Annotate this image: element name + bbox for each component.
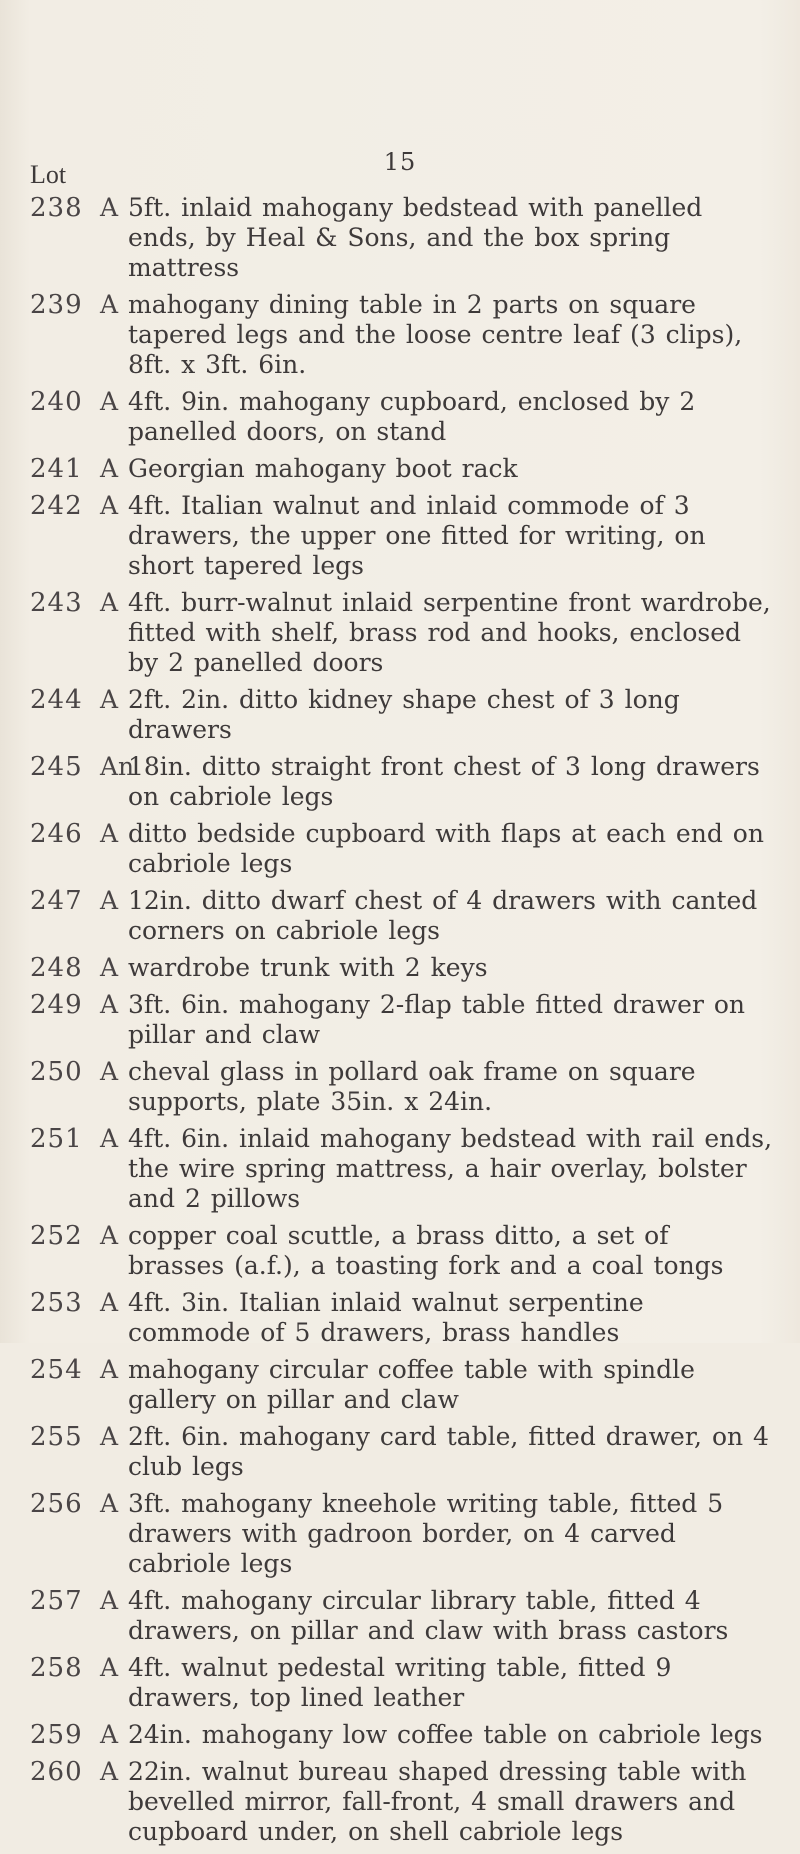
lot-number: 249	[30, 990, 83, 1020]
lot-article: A	[100, 1355, 119, 1384]
lot-number: 260	[30, 1757, 83, 1787]
lot-number: 245	[30, 752, 83, 782]
lot-article: A	[100, 819, 119, 848]
lot-number: 251	[30, 1124, 83, 1154]
lot-description: cheval glass in pollard oak frame on square supports, plate 35in. x 24in.	[128, 1057, 696, 1116]
lot-entry	[0, 1653, 800, 1713]
lot-article: A	[100, 1057, 119, 1086]
lot-description: 24in. mahogany low coffee table on cabriole legs	[128, 1720, 763, 1749]
lot-article: A	[100, 1221, 119, 1250]
lot-number: 238	[30, 193, 83, 223]
lot-description: 4ft. 6in. inlaid mahogany bedstead with rail ends, the wire spring mattress, a hair overlay, bolster and 2 pillows	[128, 1124, 773, 1213]
lot-number: 253	[30, 1288, 83, 1318]
lot-entry	[0, 1489, 800, 1579]
lot-description: 4ft. 3in. Italian inlaid walnut serpentine commode of 5 drawers, brass handles	[128, 1288, 644, 1347]
lot-article: A	[100, 990, 119, 1019]
lot-entry	[0, 1720, 800, 1750]
lot-number: 247	[30, 886, 83, 916]
lot-article: A	[100, 387, 119, 416]
lot-number: 244	[30, 685, 83, 715]
lot-number: 243	[30, 588, 83, 618]
lot-article: A	[100, 193, 119, 222]
lot-description: ditto bedside cupboard with flaps at each end on cabriole legs	[128, 819, 764, 878]
lot-number: 258	[30, 1653, 83, 1683]
lot-number: 255	[30, 1422, 83, 1452]
lot-description: 18in. ditto straight front chest of 3 long drawers on cabriole legs	[128, 752, 760, 811]
lot-number: 254	[30, 1355, 83, 1385]
lot-description: mahogany dining table in 2 parts on square tapered legs and the loose centre leaf (3 clips), 8ft. x 3ft. 6in.	[128, 290, 743, 379]
lot-number: 242	[30, 491, 83, 521]
lot-description: 3ft. 6in. mahogany 2-flap table fitted drawer on pillar and claw	[128, 990, 746, 1049]
lot-description: 4ft. mahogany circular library table, fitted 4 drawers, on pillar and claw with brass castors	[128, 1586, 729, 1645]
lot-entry	[0, 1355, 800, 1415]
lot-entry	[0, 1221, 800, 1281]
lot-number: 256	[30, 1489, 83, 1519]
lot-entry	[0, 193, 800, 283]
lot-entry	[0, 1124, 800, 1214]
lot-article: A	[100, 290, 119, 319]
lot-entry	[0, 819, 800, 879]
lot-article: A	[100, 886, 119, 915]
lot-description: Georgian mahogany boot rack	[128, 454, 518, 483]
lot-description: 3ft. mahogany kneehole writing table, fitted 5 drawers with gadroon border, on 4 carved cabriole legs	[128, 1489, 724, 1578]
lot-number: 252	[30, 1221, 83, 1251]
lot-list	[0, 193, 800, 1854]
lot-description: 5ft. inlaid mahogany bedstead with panelled ends, by Heal & Sons, and the box spring mattress	[128, 193, 703, 282]
page-number: 15	[383, 148, 417, 176]
lot-description: 4ft. burr-walnut inlaid serpentine front wardrobe, fitted with shelf, brass rod and hooks, enclosed by 2 panelled doors	[128, 588, 771, 677]
lot-entry	[0, 1586, 800, 1646]
lot-entry	[0, 454, 800, 484]
lot-article: A	[100, 1489, 119, 1518]
lot-article: A	[100, 1653, 119, 1682]
lot-entry	[0, 588, 800, 678]
lot-article: A	[100, 1586, 119, 1615]
lot-number: 257	[30, 1586, 83, 1616]
lot-article: A	[100, 491, 119, 520]
lot-article: A	[100, 454, 119, 483]
lot-number: 241	[30, 454, 83, 484]
lot-description: 22in. walnut bureau shaped dressing table with bevelled mirror, fall-front, 4 small drawers and cupboard under, on shell cabriole legs	[128, 1757, 747, 1846]
lot-article: A	[100, 1757, 119, 1786]
lot-entry	[0, 953, 800, 983]
lot-entry	[0, 990, 800, 1050]
lot-article: A	[100, 1422, 119, 1451]
lot-article: An	[100, 752, 135, 781]
lot-number: 240	[30, 387, 83, 417]
lot-number: 246	[30, 819, 83, 849]
lot-article: A	[100, 1288, 119, 1317]
lot-entry	[0, 1288, 800, 1348]
lot-entry	[0, 1422, 800, 1482]
lot-article: A	[100, 1720, 119, 1749]
lot-description: 4ft. Italian walnut and inlaid commode of 3 drawers, the upper one fitted for writing, on short tapered legs	[128, 491, 706, 580]
lot-description: wardrobe trunk with 2 keys	[128, 953, 488, 982]
lot-entry	[0, 752, 800, 812]
lot-entry	[0, 1057, 800, 1117]
lot-description: 4ft. walnut pedestal writing table, fitted 9 drawers, top lined leather	[128, 1653, 672, 1712]
lot-entry	[0, 387, 800, 447]
lot-entry	[0, 1757, 800, 1847]
lot-number: 239	[30, 290, 83, 320]
lot-article: A	[100, 1124, 119, 1153]
lot-article: A	[100, 588, 119, 617]
lot-entry	[0, 290, 800, 380]
lot-description: copper coal scuttle, a brass ditto, a set of brasses (a.f.), a toasting fork and a coal tongs	[128, 1221, 724, 1280]
lot-number: 248	[30, 953, 83, 983]
lot-description: 2ft. 6in. mahogany card table, fitted drawer, on 4 club legs	[128, 1422, 769, 1481]
lot-description: 4ft. 9in. mahogany cupboard, enclosed by 2 panelled doors, on stand	[128, 387, 696, 446]
lot-description: 2ft. 2in. ditto kidney shape chest of 3 long drawers	[128, 685, 680, 744]
lot-article: A	[100, 953, 119, 982]
lot-entry	[0, 886, 800, 946]
lot-entry	[0, 491, 800, 581]
lot-entry	[0, 685, 800, 745]
lot-column-header: Lot	[30, 160, 67, 189]
lot-description: 12in. ditto dwarf chest of 4 drawers with canted corners on cabriole legs	[128, 886, 758, 945]
lot-number: 259	[30, 1720, 83, 1750]
lot-description: mahogany circular coffee table with spindle gallery on pillar and claw	[128, 1355, 695, 1414]
lot-article: A	[100, 685, 119, 714]
lot-number: 250	[30, 1057, 83, 1087]
